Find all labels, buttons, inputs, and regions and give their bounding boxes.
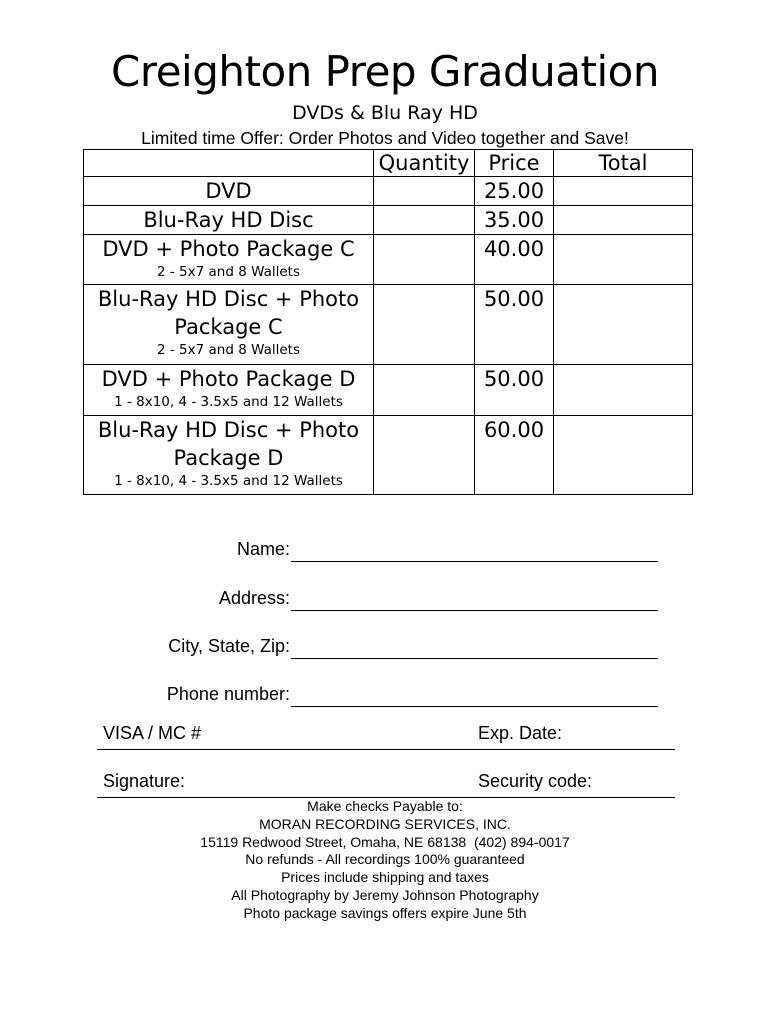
footer-line: No refunds - All recordings 100% guaranteed <box>245 851 525 868</box>
table-row <box>84 177 693 206</box>
signature-row <box>97 767 675 798</box>
footer <box>0 798 770 923</box>
phone-row <box>0 680 770 710</box>
total-cell[interactable] <box>554 177 693 206</box>
table-row <box>84 285 693 365</box>
table-row <box>84 206 693 235</box>
price-table <box>83 149 693 495</box>
city-state-zip-field[interactable] <box>291 658 658 659</box>
table-row <box>84 235 693 285</box>
product-name: Blu-Ray HD Disc + Photo Package D <box>97 418 360 470</box>
quantity-cell[interactable] <box>374 365 475 416</box>
name-row <box>0 535 770 565</box>
price-cell: 60.00 <box>475 416 554 495</box>
price-cell: 25.00 <box>475 177 554 206</box>
product-name: DVD + Photo Package C <box>102 237 355 261</box>
signature-label: Signature: <box>103 771 186 791</box>
product-cell <box>84 365 374 416</box>
name-label: Name: <box>236 539 290 559</box>
footer-line: MORAN RECORDING SERVICES, INC. <box>259 815 511 832</box>
phone-label: Phone number: <box>166 684 290 704</box>
product-name: DVD <box>205 179 252 203</box>
address-label: Address: <box>218 588 290 608</box>
name-field[interactable] <box>291 561 658 562</box>
phone-field[interactable] <box>291 706 658 707</box>
product-cell <box>84 235 374 285</box>
column-header-quantity: Quantity <box>374 150 475 177</box>
quantity-cell[interactable] <box>374 235 475 285</box>
table-row <box>84 416 693 495</box>
column-header-product <box>84 150 374 177</box>
total-cell[interactable] <box>554 285 693 365</box>
quantity-cell[interactable] <box>374 177 475 206</box>
page-title: Creighton Prep Graduation <box>111 47 659 96</box>
footer-line: Prices include shipping and taxes <box>281 869 489 886</box>
product-name: Blu-Ray HD Disc + Photo Package C <box>97 287 360 339</box>
address-field[interactable] <box>291 610 658 611</box>
footer-line: All Photography by Jeremy Johnson Photography <box>231 886 539 903</box>
page-subtitle: DVDs & Blu Ray HD <box>292 102 478 124</box>
product-cell <box>84 206 374 235</box>
price-cell: 35.00 <box>475 206 554 235</box>
quantity-cell[interactable] <box>374 285 475 365</box>
product-name: Blu-Ray HD Disc <box>143 208 314 232</box>
offer-text: Limited time Offer: Order Photos and Video together and Save! <box>141 128 629 148</box>
product-description: 1 - 8x10, 4 - 3.5x5 and 12 Wallets <box>114 473 343 489</box>
quantity-cell[interactable] <box>374 416 475 495</box>
product-name: DVD + Photo Package D <box>101 367 356 391</box>
column-header-price: Price <box>475 150 554 177</box>
footer-line: 15119 Redwood Street, Omaha, NE 68138 (402) 894-0017 <box>200 833 570 850</box>
city-state-zip-label: City, State, Zip: <box>168 636 290 656</box>
footer-line: Photo package savings offers expire June 5th <box>243 904 527 921</box>
address-row <box>0 584 770 614</box>
total-cell[interactable] <box>554 416 693 495</box>
table-header-row <box>84 150 693 177</box>
product-description: 1 - 8x10, 4 - 3.5x5 and 12 Wallets <box>114 394 343 410</box>
table-row <box>84 365 693 416</box>
price-cell: 40.00 <box>475 235 554 285</box>
total-cell[interactable] <box>554 235 693 285</box>
price-cell: 50.00 <box>475 365 554 416</box>
product-cell <box>84 285 374 365</box>
product-cell <box>84 177 374 206</box>
product-description: 2 - 5x7 and 8 Wallets <box>157 342 300 358</box>
exp-date-label: Exp. Date: <box>478 723 563 743</box>
price-cell: 50.00 <box>475 285 554 365</box>
total-cell[interactable] <box>554 206 693 235</box>
city-state-zip-row <box>0 632 770 662</box>
total-cell[interactable] <box>554 365 693 416</box>
product-cell <box>84 416 374 495</box>
card-number-label: VISA / MC # <box>103 723 202 743</box>
column-header-total: Total <box>554 150 693 177</box>
card-row <box>97 719 675 750</box>
quantity-cell[interactable] <box>374 206 475 235</box>
footer-line: Make checks Payable to: <box>307 798 463 814</box>
product-description: 2 - 5x7 and 8 Wallets <box>157 264 300 280</box>
security-code-label: Security code: <box>478 771 593 791</box>
